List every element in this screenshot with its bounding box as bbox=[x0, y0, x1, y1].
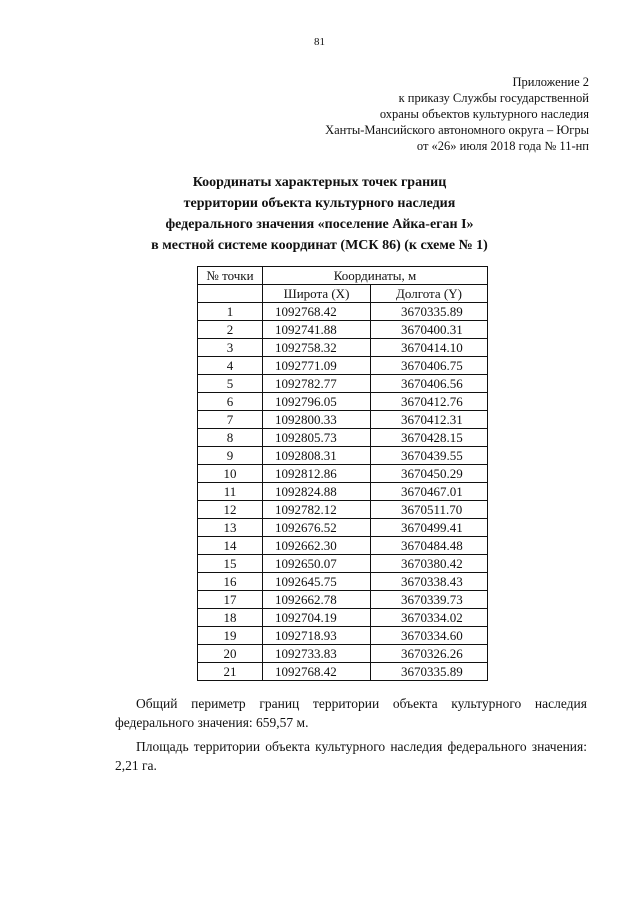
point-number-cell: 7 bbox=[198, 411, 263, 429]
longitude-cell: 3670439.55 bbox=[371, 447, 488, 465]
longitude-cell: 3670380.42 bbox=[371, 555, 488, 573]
table-row bbox=[198, 573, 488, 591]
latitude-cell: 1092645.75 bbox=[263, 573, 371, 591]
point-number-cell: 1 bbox=[198, 303, 263, 321]
longitude-cell: 3670326.26 bbox=[371, 645, 488, 663]
longitude-cell: 3670428.15 bbox=[371, 429, 488, 447]
appendix-header bbox=[325, 74, 589, 154]
table-row bbox=[198, 519, 488, 537]
point-number-cell: 14 bbox=[198, 537, 263, 555]
table-row bbox=[198, 465, 488, 483]
latitude-cell: 1092768.42 bbox=[263, 303, 371, 321]
latitude-cell: 1092741.88 bbox=[263, 321, 371, 339]
point-number-cell: 10 bbox=[198, 465, 263, 483]
header-empty-cell bbox=[198, 285, 263, 303]
longitude-cell: 3670334.60 bbox=[371, 627, 488, 645]
document-title bbox=[0, 172, 639, 256]
point-number-cell: 13 bbox=[198, 519, 263, 537]
title-line: федерального значения «поселение Айка-еган I» bbox=[165, 217, 474, 232]
longitude-cell: 3670338.43 bbox=[371, 573, 488, 591]
latitude-cell: 1092704.19 bbox=[263, 609, 371, 627]
longitude-cell: 3670335.89 bbox=[371, 663, 488, 681]
latitude-cell: 1092676.52 bbox=[263, 519, 371, 537]
longitude-cell: 3670467.01 bbox=[371, 483, 488, 501]
longitude-cell: 3670412.76 bbox=[371, 393, 488, 411]
table-row bbox=[198, 663, 488, 681]
coordinates-table-body bbox=[198, 303, 488, 681]
latitude-cell: 1092768.42 bbox=[263, 663, 371, 681]
header-latitude: Широта (X) bbox=[263, 285, 371, 303]
title-line: территории объекта культурного наследия bbox=[183, 196, 456, 211]
table-row bbox=[198, 645, 488, 663]
table-row bbox=[198, 303, 488, 321]
latitude-cell: 1092782.77 bbox=[263, 375, 371, 393]
table-row bbox=[198, 339, 488, 357]
page-number: 81 bbox=[314, 36, 325, 48]
table-row bbox=[198, 429, 488, 447]
table-row bbox=[198, 555, 488, 573]
longitude-cell: 3670414.10 bbox=[371, 339, 488, 357]
latitude-cell: 1092824.88 bbox=[263, 483, 371, 501]
table-row bbox=[198, 537, 488, 555]
appendix-line: от «26» июля 2018 года № 11-нп bbox=[416, 139, 589, 153]
latitude-cell: 1092733.83 bbox=[263, 645, 371, 663]
point-number-cell: 8 bbox=[198, 429, 263, 447]
point-number-cell: 2 bbox=[198, 321, 263, 339]
coordinates-table bbox=[197, 266, 488, 681]
appendix-line: к приказу Службы государственной bbox=[398, 91, 589, 105]
latitude-cell: 1092771.09 bbox=[263, 357, 371, 375]
table-row bbox=[198, 591, 488, 609]
longitude-cell: 3670511.70 bbox=[371, 501, 488, 519]
longitude-cell: 3670450.29 bbox=[371, 465, 488, 483]
point-number-cell: 16 bbox=[198, 573, 263, 591]
perimeter-text: Общий периметр границ территории объекта культурного наследия федерального значения: 659,57 м. bbox=[115, 696, 587, 730]
table-row bbox=[198, 375, 488, 393]
table-row bbox=[198, 357, 488, 375]
title-line: Координаты характерных точек границ bbox=[192, 175, 447, 190]
longitude-cell: 3670484.48 bbox=[371, 537, 488, 555]
latitude-cell: 1092800.33 bbox=[263, 411, 371, 429]
longitude-cell: 3670406.75 bbox=[371, 357, 488, 375]
latitude-cell: 1092758.32 bbox=[263, 339, 371, 357]
latitude-cell: 1092718.93 bbox=[263, 627, 371, 645]
latitude-cell: 1092662.78 bbox=[263, 591, 371, 609]
point-number-cell: 12 bbox=[198, 501, 263, 519]
longitude-cell: 3670499.41 bbox=[371, 519, 488, 537]
latitude-cell: 1092812.86 bbox=[263, 465, 371, 483]
table-row bbox=[198, 501, 488, 519]
point-number-cell: 17 bbox=[198, 591, 263, 609]
point-number-cell: 4 bbox=[198, 357, 263, 375]
table-row bbox=[198, 627, 488, 645]
point-number-cell: 20 bbox=[198, 645, 263, 663]
appendix-line: Ханты-Мансийского автономного округа – Югры bbox=[325, 123, 589, 137]
longitude-cell: 3670335.89 bbox=[371, 303, 488, 321]
latitude-cell: 1092796.05 bbox=[263, 393, 371, 411]
table-row bbox=[198, 411, 488, 429]
point-number-cell: 18 bbox=[198, 609, 263, 627]
table-row bbox=[198, 393, 488, 411]
longitude-cell: 3670406.56 bbox=[371, 375, 488, 393]
latitude-cell: 1092808.31 bbox=[263, 447, 371, 465]
table-row bbox=[198, 321, 488, 339]
table-row bbox=[198, 483, 488, 501]
longitude-cell: 3670339.73 bbox=[371, 591, 488, 609]
latitude-cell: 1092650.07 bbox=[263, 555, 371, 573]
point-number-cell: 6 bbox=[198, 393, 263, 411]
point-number-cell: 15 bbox=[198, 555, 263, 573]
appendix-line: Приложение 2 bbox=[512, 75, 589, 89]
header-coordinates: Координаты, м bbox=[263, 267, 488, 285]
longitude-cell: 3670412.31 bbox=[371, 411, 488, 429]
point-number-cell: 5 bbox=[198, 375, 263, 393]
point-number-cell: 11 bbox=[198, 483, 263, 501]
point-number-cell: 9 bbox=[198, 447, 263, 465]
summary-section bbox=[115, 694, 587, 780]
longitude-cell: 3670400.31 bbox=[371, 321, 488, 339]
latitude-cell: 1092662.30 bbox=[263, 537, 371, 555]
longitude-cell: 3670334.02 bbox=[371, 609, 488, 627]
point-number-cell: 19 bbox=[198, 627, 263, 645]
latitude-cell: 1092805.73 bbox=[263, 429, 371, 447]
latitude-cell: 1092782.12 bbox=[263, 501, 371, 519]
table-row bbox=[198, 447, 488, 465]
title-line: в местной системе координат (МСК 86) (к схеме № 1) bbox=[151, 238, 488, 253]
point-number-cell: 21 bbox=[198, 663, 263, 681]
point-number-cell: 3 bbox=[198, 339, 263, 357]
area-text: Площадь территории объекта культурного наследия федерального значения: 2,21 га. bbox=[115, 739, 587, 773]
appendix-line: охраны объектов культурного наследия bbox=[379, 107, 589, 121]
table-row bbox=[198, 609, 488, 627]
header-longitude: Долгота (Y) bbox=[371, 285, 488, 303]
header-point-number: № точки bbox=[198, 267, 263, 285]
